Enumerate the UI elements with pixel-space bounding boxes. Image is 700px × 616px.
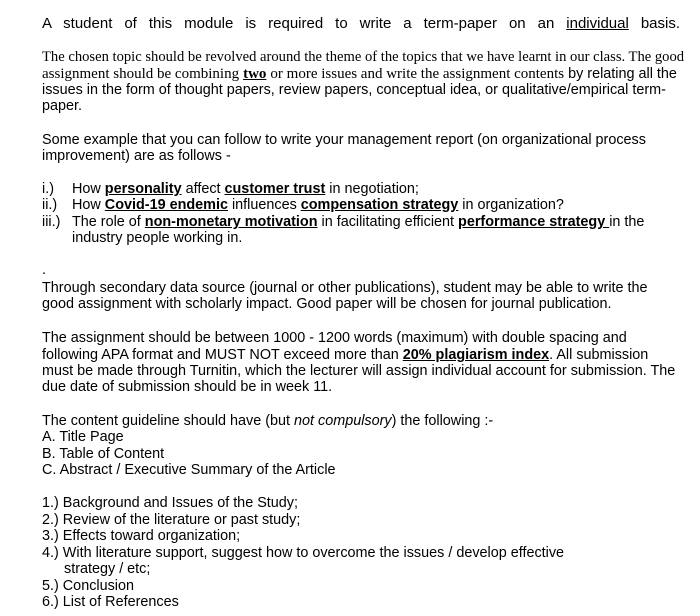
requirements-line-1: The assignment should be between 1000 - 1200 words (maximum) with double spacing and — [42, 330, 627, 346]
intro-text-end: basis. — [640, 15, 680, 32]
plagiarism-emphasis: 20% plagiarism index — [402, 347, 550, 363]
secondary-line-1: Through secondary data source (journal or other publications), student may be able to write the — [42, 280, 648, 296]
topic-line-1: The chosen topic should be revolved around the theme of the topics that we have learnt in our class. The good — [42, 49, 685, 65]
topic-line-2 — [42, 66, 680, 83]
guideline-intro — [42, 413, 680, 430]
guideline-item-1: 1.) Background and Issues of the Study; — [42, 495, 298, 511]
item-keyword: performance strategy — [458, 214, 610, 230]
example-item-1 — [42, 181, 680, 198]
requirements-line-3: must be made through Turnitin, which the lecturer will assign individual account for submission. The — [42, 363, 676, 379]
intro-text: A student of this module is required to write a term-paper on an — [42, 15, 555, 32]
item-keyword: personality — [104, 181, 182, 197]
item-keyword: compensation strategy — [300, 197, 459, 213]
item-keyword: non-monetary motivation — [144, 214, 318, 230]
item-text: in organization? — [458, 197, 564, 213]
guideline-letter-b: B. Table of Content — [42, 446, 165, 462]
guideline-letter-a: A. Title Page — [42, 429, 124, 445]
secondary-line-2: good assignment with scholarly impact. Good paper will be chosen for journal publication. — [42, 296, 612, 312]
individual-emphasis: individual — [566, 15, 629, 32]
topic-text: assignment should be combining — [42, 66, 240, 82]
item-text: The role of — [72, 214, 145, 230]
guideline-text-end: ) the following :- — [391, 413, 494, 429]
example-item-3-continued: industry people working in. — [72, 230, 243, 246]
item-text: in negotiation; — [325, 181, 419, 197]
guideline-text: The content guideline should have (but — [42, 413, 295, 429]
guideline-item-3: 3.) Effects toward organization; — [42, 528, 241, 544]
guideline-item-6: 6.) List of References — [42, 594, 179, 610]
topic-line-4: paper. — [42, 98, 83, 114]
topic-text-mid: or more issues and write the assignment contents — [270, 66, 565, 82]
guideline-item-2: 2.) Review of the literature or past study; — [42, 512, 301, 528]
guideline-item-5: 5.) Conclusion — [42, 578, 134, 594]
topic-line-3: issues in the form of thought papers, review papers, conceptual idea, or qualitative/empirical term- — [42, 82, 666, 98]
item-keyword: Covid-19 endemic — [104, 197, 228, 213]
item-number: ii.) — [42, 197, 58, 213]
requirements-line-4: due date of submission should be in week 11. — [42, 379, 333, 395]
examples-line-2: improvement) are as follows - — [42, 148, 231, 164]
item-keyword: customer trust — [224, 181, 326, 197]
item-text: in the — [609, 214, 645, 230]
requirements-text-end: . All submission — [549, 347, 649, 363]
item-text: How — [72, 181, 105, 197]
topic-text-end: by relating all the — [568, 66, 677, 82]
not-compulsory-emphasis: not compulsory — [294, 413, 392, 429]
guideline-item-4-continued: strategy / etc; — [64, 561, 151, 577]
requirements-text: following APA format and MUST NOT exceed more than — [42, 347, 399, 363]
example-item-2 — [42, 197, 680, 214]
item-text: How — [72, 197, 105, 213]
requirements-line-2 — [42, 347, 680, 364]
item-text: affect — [181, 181, 225, 197]
guideline-letter-c: C. Abstract / Executive Summary of the Article — [42, 462, 336, 478]
item-text: influences — [227, 197, 301, 213]
item-number: i.) — [42, 181, 54, 197]
stray-dot: . — [42, 262, 46, 278]
two-emphasis: two — [243, 66, 267, 82]
guideline-item-4: 4.) With literature support, suggest how to overcome the issues / develop effective — [42, 545, 565, 561]
item-number: iii.) — [42, 214, 61, 230]
examples-line-1: Some example that you can follow to write your management report (on organizational process — [42, 132, 646, 148]
intro-line-1 — [42, 15, 680, 32]
example-item-3 — [42, 214, 680, 231]
item-text: in facilitating efficient — [317, 214, 459, 230]
